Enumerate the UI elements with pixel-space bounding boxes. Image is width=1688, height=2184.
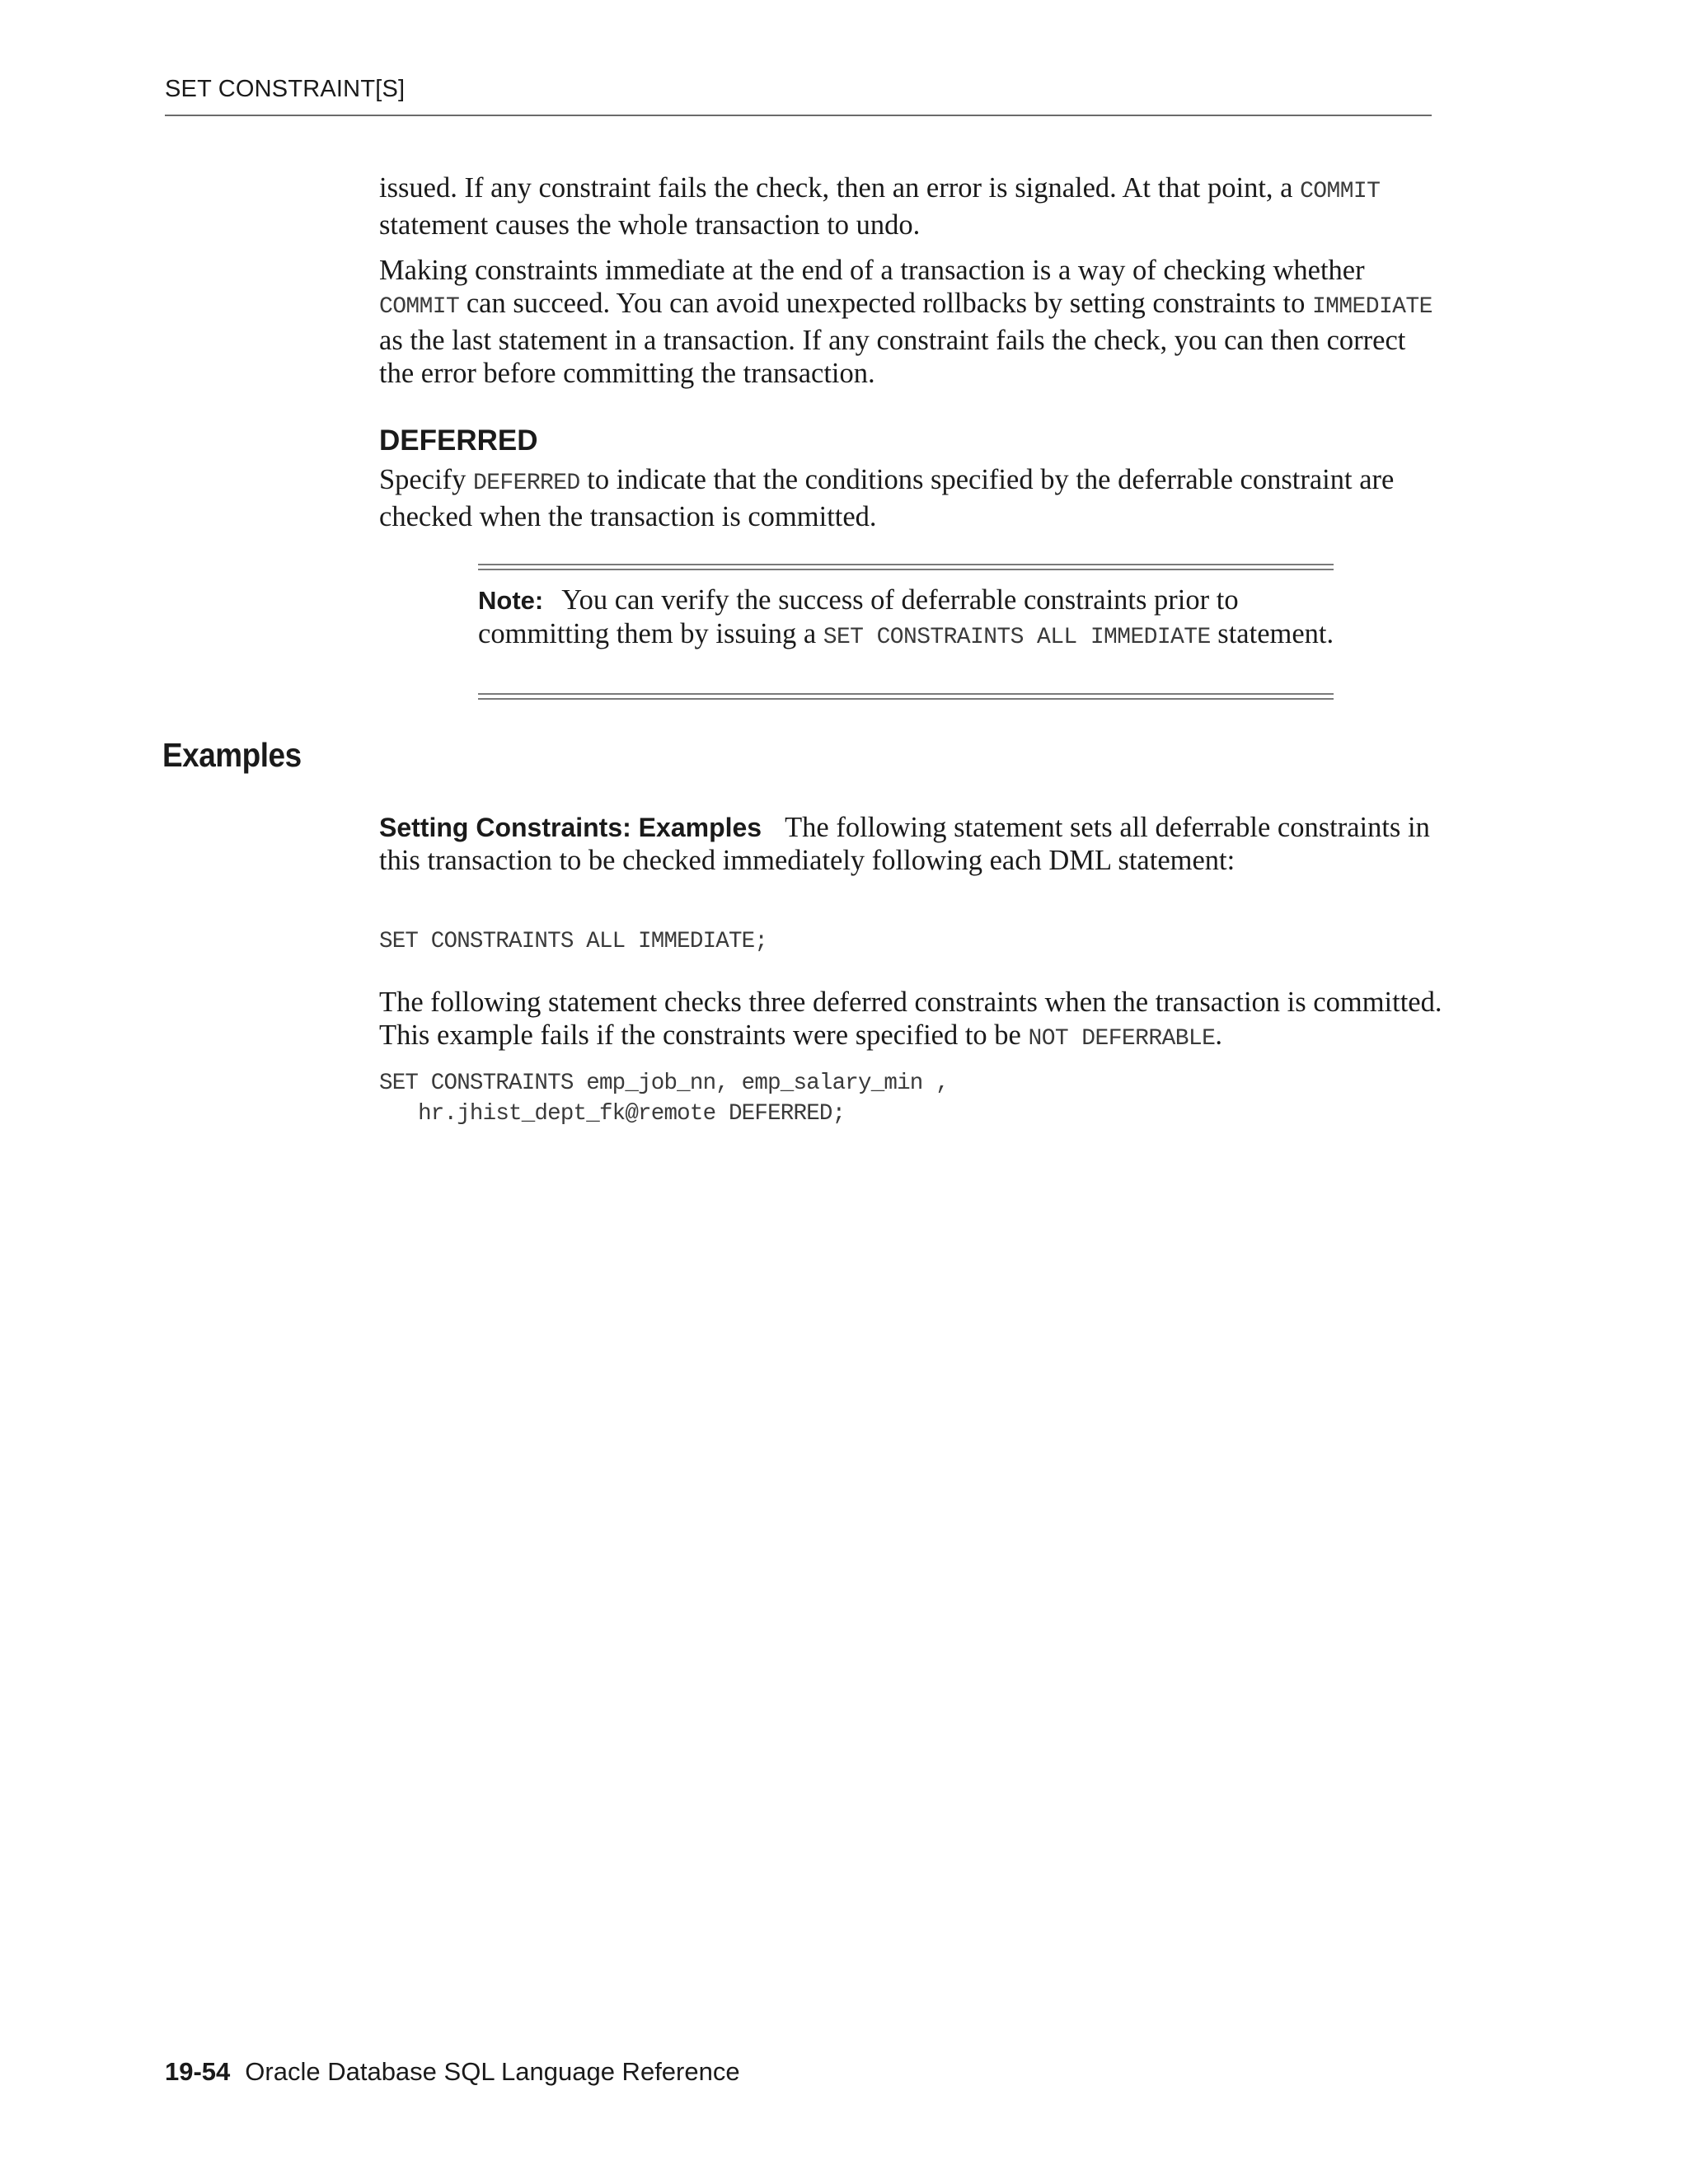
inline-code: IMMEDIATE <box>1311 294 1432 320</box>
inline-code: DEFERRED <box>473 471 580 496</box>
paragraph-example-intro <box>379 811 1442 877</box>
running-header: SET CONSTRAINT[S] <box>165 76 406 102</box>
note-top-rule <box>478 564 1334 570</box>
inline-code: COMMIT <box>1300 179 1381 204</box>
code-example-deferred: SET CONSTRAINTS emp_job_nn, emp_salary_min , hr.jhist_dept_fk@remote DEFERRED; <box>379 1071 949 1127</box>
section-heading-examples: Examples <box>162 736 302 774</box>
paragraph-immediate: Making constraints immediate at the end of a transaction is a way of checking whether COMMIT can succeed. You can avoid unexpected rollbacks by setting constraints to IMMEDIATE as the last statement in a transaction. If any constraint fails the check, you can then correct the error before committing the transaction. <box>379 255 1432 389</box>
paragraph-commit-undo: issued. If any constraint fails the check, then an error is signaled. At that point, a COMMIT statement causes the whole transaction to undo. <box>379 172 1381 241</box>
inline-code: NOT DEFERRABLE <box>1028 1026 1216 1052</box>
paragraph-example-deferred: The following statement checks three deferred constraints when the transaction is committed. This example fails if the constraints were specified to be NOT DEFERRABLE. <box>379 987 1442 1052</box>
note-box <box>478 583 1335 654</box>
note-text: You can verify the success of deferrable constraints prior to committing them by issuing a SET CONSTRAINTS ALL IMMEDIATE statement. <box>478 584 1334 650</box>
paragraph-deferred: Specify DEFERRED to indicate that the conditions specified by the deferrable constraint are checked when the transaction is committed. <box>379 464 1395 532</box>
note-bottom-rule <box>478 693 1334 700</box>
inline-code: SET CONSTRAINTS ALL IMMEDIATE <box>823 625 1211 650</box>
section-heading-deferred: DEFERRED <box>379 424 538 457</box>
header-rule <box>165 115 1432 116</box>
example-intro-text: The following statement sets all deferrable constraints in this transaction to be checked immediately following each DML statement: <box>379 812 1430 876</box>
note-label: Note: <box>478 586 544 615</box>
page-number: 19-54 <box>165 2057 231 2086</box>
book-title: Oracle Database SQL Language Reference <box>245 2057 740 2086</box>
example-runin-label: Setting Constraints: Examples <box>379 813 762 842</box>
page-footer <box>165 2057 740 2087</box>
code-example-immediate: SET CONSTRAINTS ALL IMMEDIATE; <box>379 929 768 954</box>
inline-code: COMMIT <box>379 294 460 320</box>
